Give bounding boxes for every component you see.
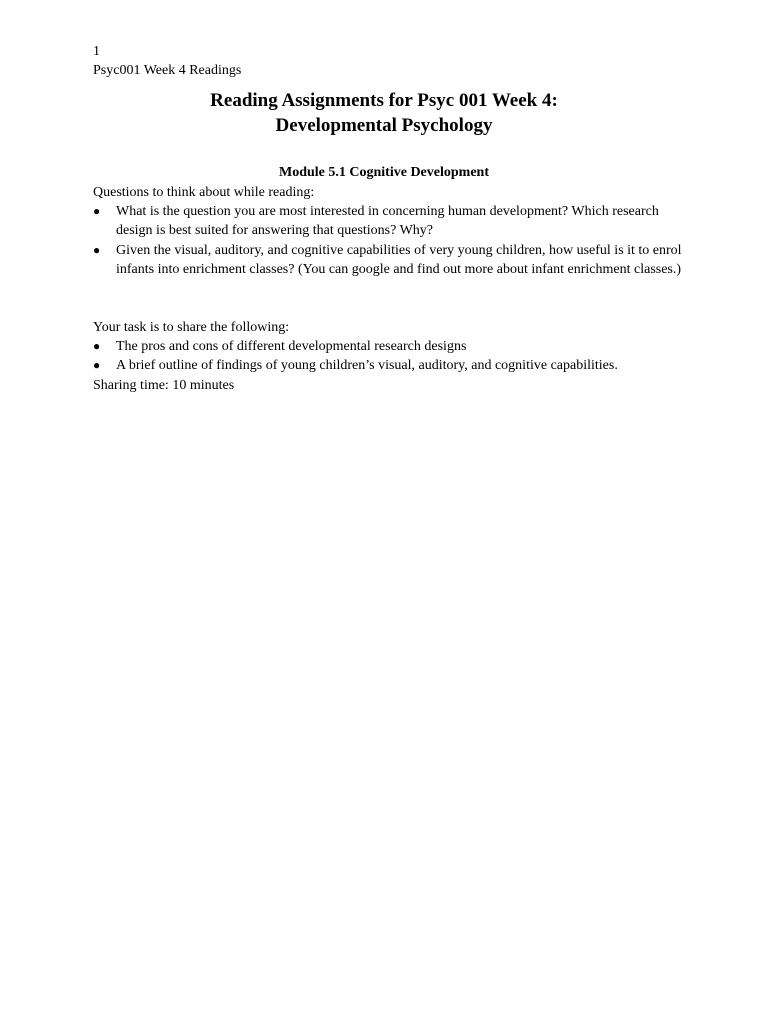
question-text: Given the visual, auditory, and cognitive capabilities of very young children, how useful is it to enrol infants into enrichment classes? (You can google and find out more about infant enrichment classes.) — [116, 242, 682, 277]
list-item — [93, 356, 693, 375]
questions-section — [93, 183, 693, 279]
page-header — [93, 42, 241, 80]
list-item — [93, 202, 693, 240]
document-title — [0, 88, 768, 138]
task-list — [93, 337, 693, 375]
task-text: A brief outline of findings of young children’s visual, auditory, and cognitive capabilities. — [116, 358, 618, 374]
task-section — [93, 318, 693, 395]
title-line-1: Reading Assignments for Psyc 001 Week 4: — [210, 90, 558, 111]
bullet-icon: ● — [93, 339, 101, 354]
list-item — [93, 241, 693, 279]
module-heading: Module 5.1 Cognitive Development — [279, 165, 489, 180]
task-intro: Your task is to share the following: — [93, 320, 290, 335]
task-text: The pros and cons of different developmental research designs — [116, 339, 467, 355]
page-number: 1 — [93, 44, 100, 59]
sharing-time: Sharing time: 10 minutes — [93, 377, 235, 393]
running-head: Psyc001 Week 4 Readings — [93, 63, 242, 78]
bullet-icon: ● — [93, 242, 101, 257]
bullet-icon: ● — [93, 358, 101, 373]
list-item — [93, 337, 693, 356]
title-line-2: Developmental Psychology — [275, 115, 493, 136]
questions-intro: Questions to think about while reading: — [93, 185, 315, 200]
question-text: What is the question you are most interested in concerning human development? Which research design is best suited for answering that questions? Why? — [116, 204, 659, 239]
questions-list — [93, 202, 693, 279]
bullet-icon: ● — [93, 204, 101, 219]
